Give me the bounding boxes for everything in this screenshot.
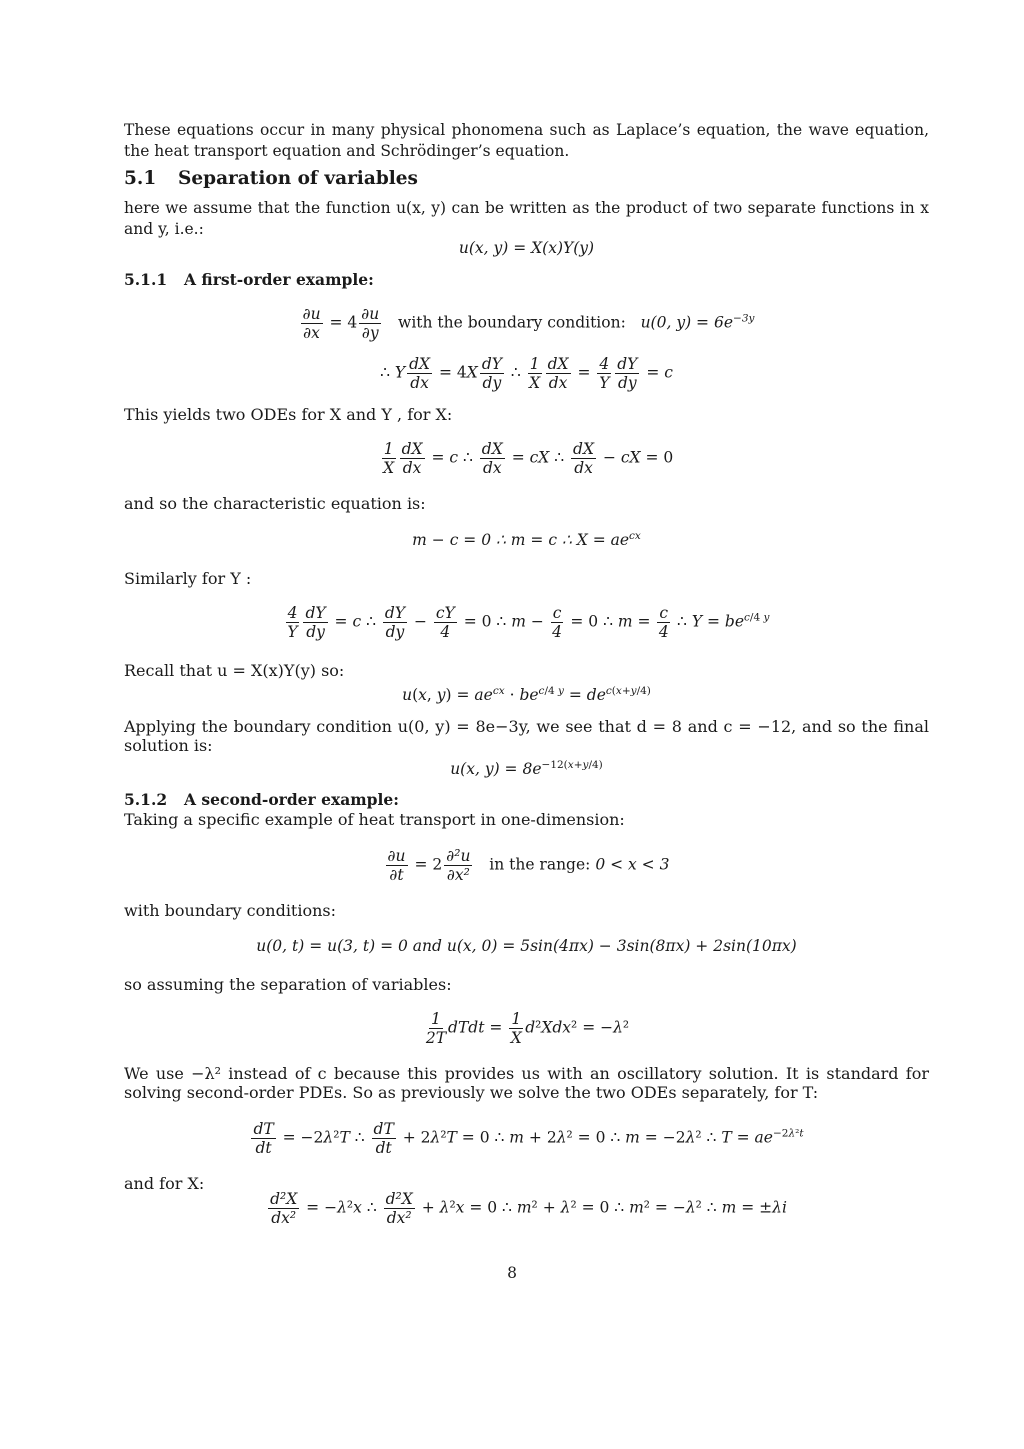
eq-boundary-conditions: u(0, t) = u(3, t) = 0 and u(x, 0) = 5sin(4πx) − 3sin(8πx) + 2sin(10πx) [256, 937, 797, 955]
eq-product: u(x, y) = X(x)Y(y) [458, 239, 595, 257]
final-solution: u(x, y) = 8e [450, 760, 542, 778]
eq-pde-first-order: $\frac{\partial u}{\partial x}$ = 4 $\frac{\partial u}{\partial y}$ with the boundary condition: u(0, $y) = 6e^{-3y}$ [302, 305, 755, 342]
subsection-title-1: A first-order example: [184, 270, 374, 289]
eq1-text: with the boundary condition: [398, 313, 626, 332]
eq1-bc-exponent: −3y [733, 312, 755, 325]
subsection-heading-1 [124, 270, 929, 289]
sep-intro: so assuming the separation of variables: [124, 975, 452, 994]
section-title: Separation of variables [178, 168, 418, 189]
for-x-text: and for X: [124, 1174, 205, 1193]
char-eq-intro: and so the characteristic equation is: [124, 494, 426, 513]
eq-combined: u(x, $y) = ae^{cx} \cdot be^{c/4 y} = de^{c(x+y/4)}$ [402, 684, 651, 704]
eq-separated-first-order: ∴ Y $\frac{dX}{dx}$ = 4X $\frac{dY}{dy}$ ∴ $\frac{1}{X}$ $\frac{dX}{dx}$ = $\frac{4}{Y}$ $\frac{dY}{dy}$ = c [380, 355, 673, 392]
eq-ode-y: $\frac{4}{Y}$ $\frac{dY}{dy}$ = c ∴ $\frac{dY}{dy}$ − $\frac{cY}{4}$ = 0 ∴ m − $\frac{c}{4}$ = 0 ∴ m = $\frac{c}{4}$ ∴ $Y = be^{c/4 y}$ [287, 604, 770, 641]
heat-intro: Taking a specific example of heat transport in one-dimension: [124, 810, 625, 829]
intro-paragraph: These equations occur in many physical phonomena such as Laplace’s equation, the wave equation, the heat transport equation and Schrödinger’s equation. [124, 121, 929, 160]
eq-heat: $\frac{\partial u}{\partial t}$ = 2 $\frac{\text{∂²u}}{\text{∂x²}}$ in the range: 0 < x < 3 [387, 847, 670, 884]
applying-text: Applying the boundary condition u(0, y) = 8e−3y, we see that d = 8 and c = −12, and so the final solution is: [124, 717, 929, 755]
section-heading [124, 168, 929, 189]
eq-ode-x: $\frac{1}{X}$ $\frac{dX}{dx}$ = c ∴ $\frac{dX}{dx}$ = cX ∴ $\frac{dX}{dx}$ − cX = 0 [383, 440, 674, 477]
range-text: in the range: [489, 855, 591, 874]
lambda-note: We use −λ² instead of c because this provides us with an oscillatory solution. It is standard for solving second-order PDEs. So as previously we solve the two ODEs separately, for T: [124, 1064, 929, 1102]
bc-intro: with boundary conditions: [124, 901, 337, 920]
char-eq: m − c = 0 ∴ m = c ∴ X = ae [412, 531, 630, 549]
eq-ode-t: $\frac{dT}{dt}$ = −2λ²T ∴ $\frac{dT}{dt}$ + 2λ²T = 0 ∴ m + 2λ² = 0 ∴ m = −2λ² ∴ $T = ae^{-2\lambda^2t}$ [253, 1120, 804, 1157]
section-number: 5.1 [124, 168, 157, 189]
page-number: 8 [507, 1264, 517, 1282]
yields-text: This yields two ODEs for X and Y , for X: [124, 405, 453, 424]
range: 0 < x < 3 [595, 855, 670, 874]
subsection-number-1: 5.1.1 [124, 270, 168, 289]
similarly-text: Similarly for Y : [124, 569, 252, 588]
subsection-number-2: 5.1.2 [124, 790, 168, 809]
subsection-heading-2 [124, 790, 929, 809]
eq1-bc: u(0, y) = 6e [640, 313, 734, 332]
eq-ode-x-second-order: $\frac{\text{d²X}}{\text{dx²}}$ = −λ²x ∴ $\frac{\text{d²X}}{\text{dx²}}$ + λ²x = 0 ∴ m² + λ² = 0 ∴ m² = −λ² ∴ m = ±λi [270, 1190, 787, 1227]
section-intro: here we assume that the function u(x, y) can be written as the product of two separate functions in x and y, i.e.: [124, 199, 929, 238]
subsection-title-2: A second-order example: [184, 790, 399, 809]
char-eq-exponent: cx [629, 529, 641, 542]
eq-separation-second-order: $\frac{1}{2T}$ dTdt = $\frac{1}{X}$ d²Xdx² = −λ² [425, 1010, 630, 1047]
eq-final-solution: u(x, $y) = 8e^{-12(x+y/4)}$ [450, 758, 603, 778]
recall-text: Recall that u = X(x)Y(y) so: [124, 661, 345, 680]
eq-characteristic [124, 531, 929, 549]
